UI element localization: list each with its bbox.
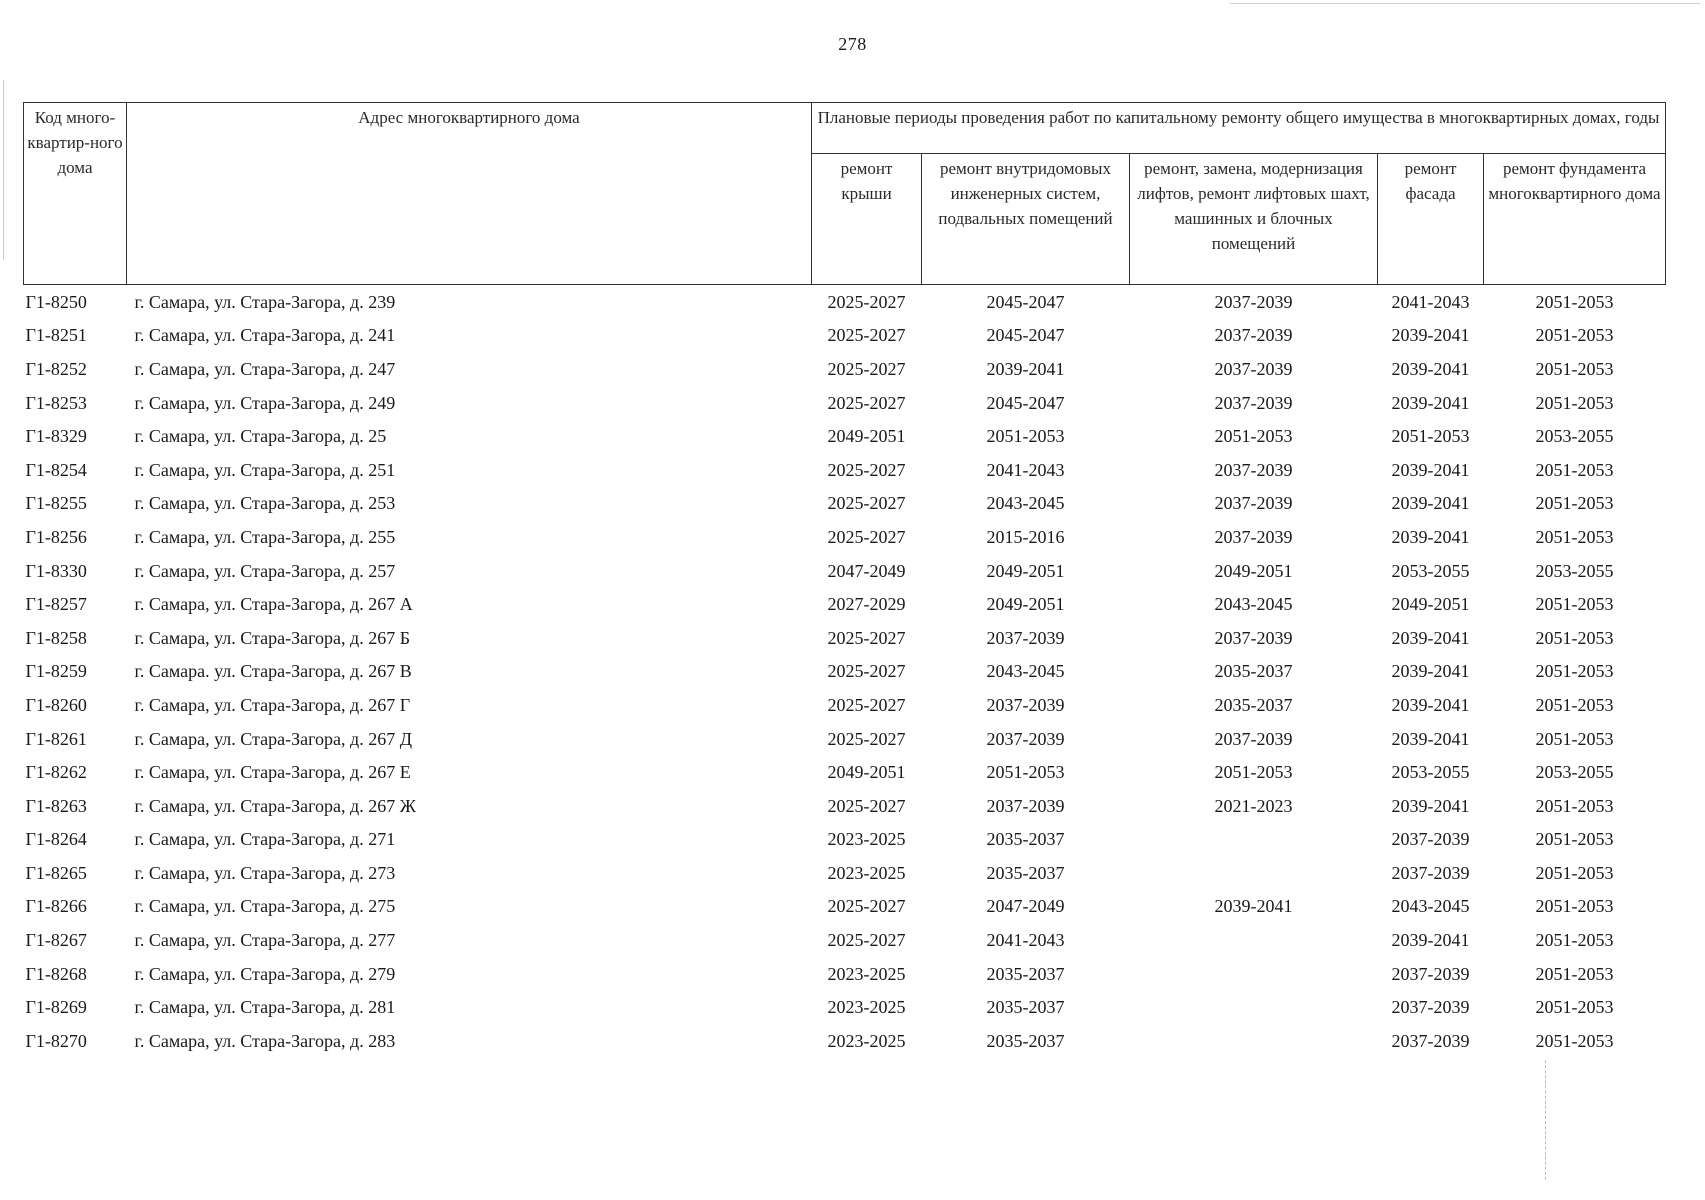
cell-engineering: 2045-2047 bbox=[986, 325, 1065, 346]
table-row bbox=[24, 587, 1666, 621]
cell-roof: 2025-2027 bbox=[827, 896, 906, 917]
cell-elevators bbox=[1130, 923, 1378, 957]
cell-code: Г1-8251 bbox=[25, 325, 87, 346]
cell-foundation: 2051-2053 bbox=[1535, 325, 1614, 346]
cell-roof: 2049-2051 bbox=[827, 762, 906, 783]
cell-code: Г1-8261 bbox=[25, 728, 87, 749]
cell-code: Г1-8270 bbox=[25, 1030, 87, 1051]
repair-schedule-table bbox=[23, 102, 1666, 1058]
cell-engineering: 2037-2039 bbox=[986, 728, 1065, 749]
cell-roof: 2025-2027 bbox=[827, 795, 906, 816]
cell-elevators: 2043-2045 bbox=[1214, 594, 1293, 615]
table-row bbox=[24, 722, 1666, 756]
cell-foundation: 2051-2053 bbox=[1535, 358, 1614, 379]
cell-foundation: 2051-2053 bbox=[1535, 291, 1614, 312]
cell-facade: 2049-2051 bbox=[1391, 594, 1470, 615]
cell-roof: 2049-2051 bbox=[827, 426, 906, 447]
cell-roof: 2025-2027 bbox=[827, 459, 906, 480]
cell-address: г. Самара, ул. Стара-Загора, д. 275 bbox=[134, 896, 396, 917]
cell-foundation: 2051-2053 bbox=[1535, 728, 1614, 749]
cell-elevators: 2035-2037 bbox=[1214, 694, 1293, 715]
cell-foundation: 2051-2053 bbox=[1535, 627, 1614, 648]
scan-margin-ticks bbox=[1545, 1060, 1548, 1180]
cell-address: г. Самара, ул. Стара-Загора, д. 267 А bbox=[134, 594, 413, 615]
cell-engineering: 2035-2037 bbox=[986, 862, 1065, 883]
cell-elevators bbox=[1130, 957, 1378, 991]
table-body bbox=[24, 285, 1666, 1058]
table-row bbox=[24, 923, 1666, 957]
cell-roof: 2025-2027 bbox=[827, 661, 906, 682]
cell-roof: 2025-2027 bbox=[827, 627, 906, 648]
cell-foundation: 2051-2053 bbox=[1535, 459, 1614, 480]
cell-address: г. Самара, ул. Стара-Загора, д. 279 bbox=[134, 963, 396, 984]
cell-foundation: 2053-2055 bbox=[1535, 762, 1614, 783]
table-row bbox=[24, 688, 1666, 722]
table-row bbox=[24, 419, 1666, 453]
cell-roof: 2025-2027 bbox=[827, 930, 906, 951]
cell-roof: 2025-2027 bbox=[827, 325, 906, 346]
cell-foundation: 2051-2053 bbox=[1535, 795, 1614, 816]
cell-roof: 2025-2027 bbox=[827, 694, 906, 715]
cell-facade: 2037-2039 bbox=[1391, 997, 1470, 1018]
cell-engineering: 2037-2039 bbox=[986, 694, 1065, 715]
cell-code: Г1-8330 bbox=[25, 560, 87, 581]
header-address: Адрес многоквартирного дома bbox=[127, 103, 812, 285]
cell-address: г. Самара, ул. Стара-Загора, д. 257 bbox=[134, 560, 396, 581]
cell-address: г. Самара, ул. Стара-Загора, д. 283 bbox=[134, 1030, 396, 1051]
cell-foundation: 2051-2053 bbox=[1535, 963, 1614, 984]
table-row bbox=[24, 520, 1666, 554]
table-row bbox=[24, 890, 1666, 924]
cell-roof: 2023-2025 bbox=[827, 1030, 906, 1051]
cell-address: г. Самара. ул. Стара-Загора, д. 267 В bbox=[134, 661, 412, 682]
cell-elevators: 2037-2039 bbox=[1214, 493, 1293, 514]
cell-facade: 2053-2055 bbox=[1391, 762, 1470, 783]
table-row bbox=[24, 957, 1666, 991]
cell-elevators: 2037-2039 bbox=[1214, 526, 1293, 547]
cell-engineering: 2049-2051 bbox=[986, 594, 1065, 615]
cell-code: Г1-8256 bbox=[25, 526, 87, 547]
cell-foundation: 2051-2053 bbox=[1535, 829, 1614, 850]
cell-elevators: 2021-2023 bbox=[1214, 795, 1293, 816]
cell-address: г. Самара, ул. Стара-Загора, д. 247 bbox=[134, 358, 396, 379]
cell-code: Г1-8253 bbox=[25, 392, 87, 413]
table-row bbox=[24, 990, 1666, 1024]
cell-foundation: 2051-2053 bbox=[1535, 862, 1614, 883]
cell-engineering: 2045-2047 bbox=[986, 291, 1065, 312]
cell-roof: 2025-2027 bbox=[827, 358, 906, 379]
cell-code: Г1-8267 bbox=[25, 930, 87, 951]
cell-code: Г1-8266 bbox=[25, 896, 87, 917]
cell-elevators bbox=[1130, 1024, 1378, 1058]
cell-code: Г1-8262 bbox=[25, 762, 87, 783]
cell-engineering: 2043-2045 bbox=[986, 493, 1065, 514]
cell-foundation: 2051-2053 bbox=[1535, 930, 1614, 951]
cell-facade: 2037-2039 bbox=[1391, 963, 1470, 984]
cell-address: г. Самара, ул. Стара-Загора, д. 271 bbox=[134, 829, 396, 850]
cell-code: Г1-8264 bbox=[25, 829, 87, 850]
cell-facade: 2051-2053 bbox=[1391, 426, 1470, 447]
cell-address: г. Самара, ул. Стара-Загора, д. 267 Г bbox=[134, 694, 411, 715]
cell-elevators bbox=[1130, 856, 1378, 890]
table-row bbox=[24, 487, 1666, 521]
cell-code: Г1-8258 bbox=[25, 627, 87, 648]
cell-roof: 2023-2025 bbox=[827, 997, 906, 1018]
cell-facade: 2037-2039 bbox=[1391, 829, 1470, 850]
cell-engineering: 2035-2037 bbox=[986, 1030, 1065, 1051]
page-number: 278 bbox=[838, 34, 867, 54]
cell-foundation: 2051-2053 bbox=[1535, 526, 1614, 547]
table-row bbox=[24, 453, 1666, 487]
table-row bbox=[24, 856, 1666, 890]
cell-facade: 2039-2041 bbox=[1391, 526, 1470, 547]
cell-code: Г1-8329 bbox=[25, 426, 87, 447]
cell-engineering: 2043-2045 bbox=[986, 661, 1065, 682]
table-row bbox=[24, 285, 1666, 319]
cell-address: г. Самара, ул. Стара-Загора, д. 273 bbox=[134, 862, 396, 883]
cell-foundation: 2051-2053 bbox=[1535, 493, 1614, 514]
cell-engineering: 2041-2043 bbox=[986, 459, 1065, 480]
cell-elevators: 2037-2039 bbox=[1214, 728, 1293, 749]
cell-address: г. Самара, ул. Стара-Загора, д. 253 bbox=[134, 493, 396, 514]
cell-roof: 2025-2027 bbox=[827, 526, 906, 547]
cell-foundation: 2051-2053 bbox=[1535, 694, 1614, 715]
cell-elevators: 2051-2053 bbox=[1214, 762, 1293, 783]
cell-engineering: 2039-2041 bbox=[986, 358, 1065, 379]
cell-address: г. Самара, ул. Стара-Загора, д. 267 Ж bbox=[134, 795, 416, 816]
header-roof: ремонт крыши bbox=[812, 154, 922, 285]
cell-roof: 2023-2025 bbox=[827, 963, 906, 984]
cell-address: г. Самара, ул. Стара-Загора, д. 249 bbox=[134, 392, 396, 413]
cell-elevators bbox=[1130, 990, 1378, 1024]
scan-edge-line bbox=[1230, 3, 1700, 4]
table-row bbox=[24, 319, 1666, 353]
cell-address: г. Самара, ул. Стара-Загора, д. 267 Д bbox=[134, 728, 412, 749]
table-row bbox=[24, 352, 1666, 386]
cell-foundation: 2051-2053 bbox=[1535, 896, 1614, 917]
cell-facade: 2039-2041 bbox=[1391, 930, 1470, 951]
cell-address: г. Самара, ул. Стара-Загора, д. 251 bbox=[134, 459, 396, 480]
table-row bbox=[24, 755, 1666, 789]
cell-facade: 2037-2039 bbox=[1391, 862, 1470, 883]
cell-elevators: 2037-2039 bbox=[1214, 392, 1293, 413]
header-row-top bbox=[24, 103, 1666, 154]
cell-code: Г1-8269 bbox=[25, 997, 87, 1018]
table-row bbox=[24, 554, 1666, 588]
cell-engineering: 2047-2049 bbox=[986, 896, 1065, 917]
table-row bbox=[24, 621, 1666, 655]
cell-address: г. Самара, ул. Стара-Загора, д. 281 bbox=[134, 997, 396, 1018]
cell-foundation: 2051-2053 bbox=[1535, 661, 1614, 682]
cell-code: Г1-8250 bbox=[25, 291, 87, 312]
cell-foundation: 2051-2053 bbox=[1535, 594, 1614, 615]
cell-foundation: 2053-2055 bbox=[1535, 426, 1614, 447]
cell-facade: 2041-2043 bbox=[1391, 291, 1470, 312]
cell-address: г. Самара, ул. Стара-Загора, д. 241 bbox=[134, 325, 396, 346]
cell-facade: 2039-2041 bbox=[1391, 358, 1470, 379]
cell-roof: 2023-2025 bbox=[827, 862, 906, 883]
cell-engineering: 2035-2037 bbox=[986, 963, 1065, 984]
cell-roof: 2047-2049 bbox=[827, 560, 906, 581]
cell-engineering: 2035-2037 bbox=[986, 997, 1065, 1018]
cell-facade: 2053-2055 bbox=[1391, 560, 1470, 581]
cell-code: Г1-8259 bbox=[25, 661, 87, 682]
cell-address: г. Самара, ул. Стара-Загора, д. 239 bbox=[134, 291, 396, 312]
cell-foundation: 2051-2053 bbox=[1535, 1030, 1614, 1051]
table-row bbox=[24, 655, 1666, 689]
cell-foundation: 2053-2055 bbox=[1535, 560, 1614, 581]
cell-code: Г1-8254 bbox=[25, 459, 87, 480]
cell-roof: 2025-2027 bbox=[827, 392, 906, 413]
cell-elevators: 2037-2039 bbox=[1214, 325, 1293, 346]
cell-facade: 2039-2041 bbox=[1391, 661, 1470, 682]
cell-roof: 2025-2027 bbox=[827, 291, 906, 312]
table-row bbox=[24, 823, 1666, 857]
table-row bbox=[24, 1024, 1666, 1058]
cell-code: Г1-8257 bbox=[25, 594, 87, 615]
cell-facade: 2039-2041 bbox=[1391, 694, 1470, 715]
header-facade: ремонт фасада bbox=[1378, 154, 1484, 285]
header-planned-periods: Плановые периоды проведения работ по капитальному ремонту общего имущества в многоквартирных домах, годы bbox=[812, 103, 1666, 154]
header-foundation: ремонт фундамента многоквартирного дома bbox=[1484, 154, 1666, 285]
cell-code: Г1-8265 bbox=[25, 862, 87, 883]
cell-facade: 2039-2041 bbox=[1391, 795, 1470, 816]
cell-code: Г1-8252 bbox=[25, 358, 87, 379]
cell-engineering: 2051-2053 bbox=[986, 426, 1065, 447]
cell-elevators: 2051-2053 bbox=[1214, 426, 1293, 447]
cell-address: г. Самара, ул. Стара-Загора, д. 267 Б bbox=[134, 627, 411, 648]
cell-elevators: 2037-2039 bbox=[1214, 459, 1293, 480]
table-row bbox=[24, 386, 1666, 420]
table-row bbox=[24, 789, 1666, 823]
cell-engineering: 2049-2051 bbox=[986, 560, 1065, 581]
cell-foundation: 2051-2053 bbox=[1535, 997, 1614, 1018]
cell-facade: 2039-2041 bbox=[1391, 459, 1470, 480]
cell-facade: 2039-2041 bbox=[1391, 627, 1470, 648]
cell-engineering: 2041-2043 bbox=[986, 930, 1065, 951]
table-header bbox=[24, 103, 1666, 285]
cell-elevators: 2039-2041 bbox=[1214, 896, 1293, 917]
cell-roof: 2025-2027 bbox=[827, 493, 906, 514]
cell-engineering: 2037-2039 bbox=[986, 795, 1065, 816]
cell-code: Г1-8260 bbox=[25, 694, 87, 715]
cell-facade: 2039-2041 bbox=[1391, 325, 1470, 346]
header-engineering: ремонт внутридомовых инженерных систем, подвальных помещений bbox=[922, 154, 1130, 285]
cell-engineering: 2045-2047 bbox=[986, 392, 1065, 413]
cell-elevators: 2037-2039 bbox=[1214, 291, 1293, 312]
cell-facade: 2037-2039 bbox=[1391, 1030, 1470, 1051]
header-elevators: ремонт, замена, модернизация лифтов, ремонт лифтовых шахт, машинных и блочных помещений bbox=[1130, 154, 1378, 285]
cell-facade: 2039-2041 bbox=[1391, 493, 1470, 514]
cell-code: Г1-8263 bbox=[25, 795, 87, 816]
cell-engineering: 2037-2039 bbox=[986, 627, 1065, 648]
cell-address: г. Самара, ул. Стара-Загора, д. 267 Е bbox=[134, 762, 411, 783]
cell-address: г. Самара, ул. Стара-Загора, д. 25 bbox=[134, 426, 387, 447]
header-code: Код много-квартир-ного дома bbox=[24, 103, 127, 285]
cell-facade: 2039-2041 bbox=[1391, 728, 1470, 749]
scan-margin-mark bbox=[3, 80, 4, 260]
cell-engineering: 2015-2016 bbox=[986, 526, 1065, 547]
cell-engineering: 2051-2053 bbox=[986, 762, 1065, 783]
cell-facade: 2039-2041 bbox=[1391, 392, 1470, 413]
cell-roof: 2027-2029 bbox=[827, 594, 906, 615]
cell-elevators: 2037-2039 bbox=[1214, 627, 1293, 648]
cell-elevators: 2037-2039 bbox=[1214, 358, 1293, 379]
cell-foundation: 2051-2053 bbox=[1535, 392, 1614, 413]
cell-address: г. Самара, ул. Стара-Загора, д. 255 bbox=[134, 526, 396, 547]
cell-elevators: 2035-2037 bbox=[1214, 661, 1293, 682]
cell-code: Г1-8268 bbox=[25, 963, 87, 984]
cell-elevators: 2049-2051 bbox=[1214, 560, 1293, 581]
cell-roof: 2023-2025 bbox=[827, 829, 906, 850]
cell-code: Г1-8255 bbox=[25, 493, 87, 514]
cell-elevators bbox=[1130, 823, 1378, 857]
cell-facade: 2043-2045 bbox=[1391, 896, 1470, 917]
cell-address: г. Самара, ул. Стара-Загора, д. 277 bbox=[134, 930, 396, 951]
cell-engineering: 2035-2037 bbox=[986, 829, 1065, 850]
cell-roof: 2025-2027 bbox=[827, 728, 906, 749]
